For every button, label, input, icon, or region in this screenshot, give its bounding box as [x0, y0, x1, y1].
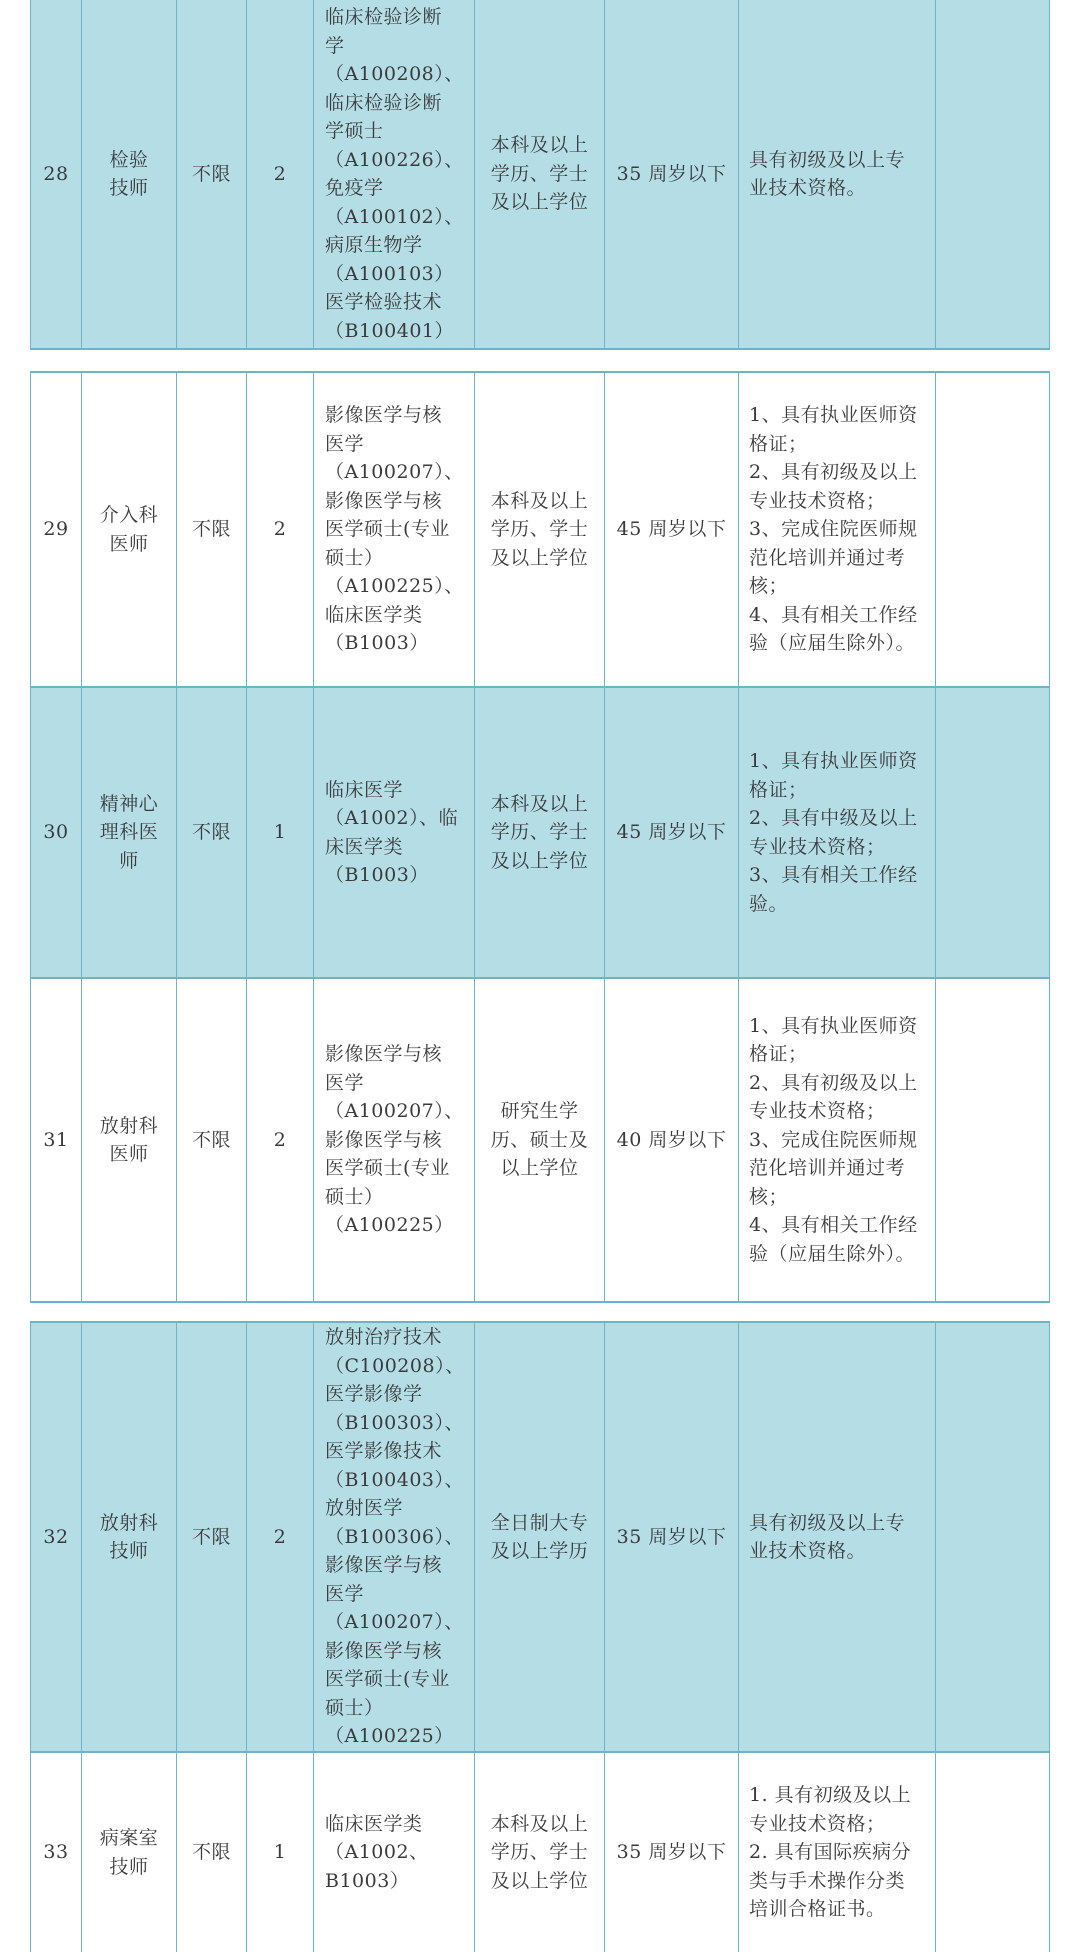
table-row [30, 977, 1050, 1301]
cell-position: 放射科 技师 [82, 1323, 177, 1751]
cell-position: 病案室 技师 [82, 1753, 177, 1952]
cell-position: 放射科 医师 [82, 979, 177, 1301]
cell-count: 1 [247, 688, 314, 977]
cell-education: 本科及以上 学历、学士 及以上学位 [475, 0, 605, 348]
cell-requirements: 1、具有执业医师资 格证； 2、具有初级及以上 专业技术资格； 3、完成住院医师规 范化培训并通过考 核； 4、具有相关工作经 验（应届生除外）。 [739, 979, 936, 1301]
cell-count: 2 [247, 1323, 314, 1751]
table-block-3 [30, 1321, 1050, 1952]
cell-remark [936, 1753, 1050, 1952]
table-row [30, 373, 1050, 686]
cell-education: 全日制大专 及以上学历 [475, 1323, 605, 1751]
cell-gender: 不限 [177, 979, 247, 1301]
cell-remark [936, 688, 1050, 977]
cell-requirements: 1、具有执业医师资 格证； 2、具有中级及以上 专业技术资格； 3、具有相关工作经 验。 [739, 688, 936, 977]
cell-education: 研究生学 历、硕士及 以上学位 [475, 979, 605, 1301]
cell-remark [936, 0, 1050, 348]
cell-gender: 不限 [177, 1753, 247, 1952]
cell-age: 35 周岁以下 [605, 1323, 739, 1751]
cell-major: 临床检验诊断 学（A100208）、 临床检验诊断 学硕士 （A100226）、 免疫学 （A100102）、 病原生物学 （A100103） 医学检验技术 （B100401） [314, 0, 475, 348]
cell-no: 33 [30, 1753, 82, 1952]
cell-no: 28 [30, 0, 82, 348]
cell-major: 临床医学 （A1002）、临 床医学类 （B1003） [314, 688, 475, 977]
cell-no: 31 [30, 979, 82, 1301]
cell-age: 45 周岁以下 [605, 373, 739, 686]
cell-age: 40 周岁以下 [605, 979, 739, 1301]
cell-gender: 不限 [177, 0, 247, 348]
cell-age: 45 周岁以下 [605, 688, 739, 977]
cell-gender: 不限 [177, 688, 247, 977]
cell-position: 检验 技师 [82, 0, 177, 348]
cell-position: 精神心 理科医 师 [82, 688, 177, 977]
cell-gender: 不限 [177, 373, 247, 686]
cell-major: 影像医学与核 医学 （A100207）、 影像医学与核 医学硕士(专业 硕士） （A100225）、 临床医学类 （B1003） [314, 373, 475, 686]
cell-no: 30 [30, 688, 82, 977]
cell-requirements: 1. 具有初级及以上 专业技术资格； 2. 具有国际疾病分 类与手术操作分类 培训合格证书。 [739, 1753, 936, 1952]
cell-gender: 不限 [177, 1323, 247, 1751]
cell-remark [936, 373, 1050, 686]
cell-major: 放射治疗技术 （C100208）、 医学影像学 （B100303）、 医学影像技术 （B100403）、 放射医学 （B100306）、 影像医学与核 医学 （A100207）、 影像医学与核 医学硕士(专业 硕士） （A100225） [314, 1323, 475, 1751]
cell-remark [936, 979, 1050, 1301]
cell-education: 本科及以上 学历、学士 及以上学位 [475, 373, 605, 686]
cell-education: 本科及以上 学历、学士 及以上学位 [475, 1753, 605, 1952]
cell-age: 35 周岁以下 [605, 1753, 739, 1952]
cell-education: 本科及以上 学历、学士 及以上学位 [475, 688, 605, 977]
table-row [30, 686, 1050, 977]
cell-requirements: 具有初级及以上专 业技术资格。 [739, 1323, 936, 1751]
table-row [30, 0, 1050, 348]
cell-requirements: 具有初级及以上专 业技术资格。 [739, 0, 936, 348]
cell-count: 2 [247, 373, 314, 686]
cell-position: 介入科 医师 [82, 373, 177, 686]
cell-count: 2 [247, 0, 314, 348]
cell-no: 29 [30, 373, 82, 686]
cell-count: 1 [247, 1753, 314, 1952]
cell-major: 影像医学与核 医学 （A100207）、 影像医学与核 医学硕士(专业 硕士） （A100225） [314, 979, 475, 1301]
cell-remark [936, 1323, 1050, 1751]
table-block-2 [30, 371, 1050, 1303]
cell-requirements: 1、具有执业医师资 格证； 2、具有初级及以上 专业技术资格； 3、完成住院医师规 范化培训并通过考 核； 4、具有相关工作经 验（应届生除外）。 [739, 373, 936, 686]
cell-age: 35 周岁以下 [605, 0, 739, 348]
table-row [30, 1323, 1050, 1751]
table-block-1 [30, 0, 1050, 350]
cell-major: 临床医学类 （A1002、 B1003） [314, 1753, 475, 1952]
cell-count: 2 [247, 979, 314, 1301]
table-row [30, 1751, 1050, 1952]
cell-no: 32 [30, 1323, 82, 1751]
